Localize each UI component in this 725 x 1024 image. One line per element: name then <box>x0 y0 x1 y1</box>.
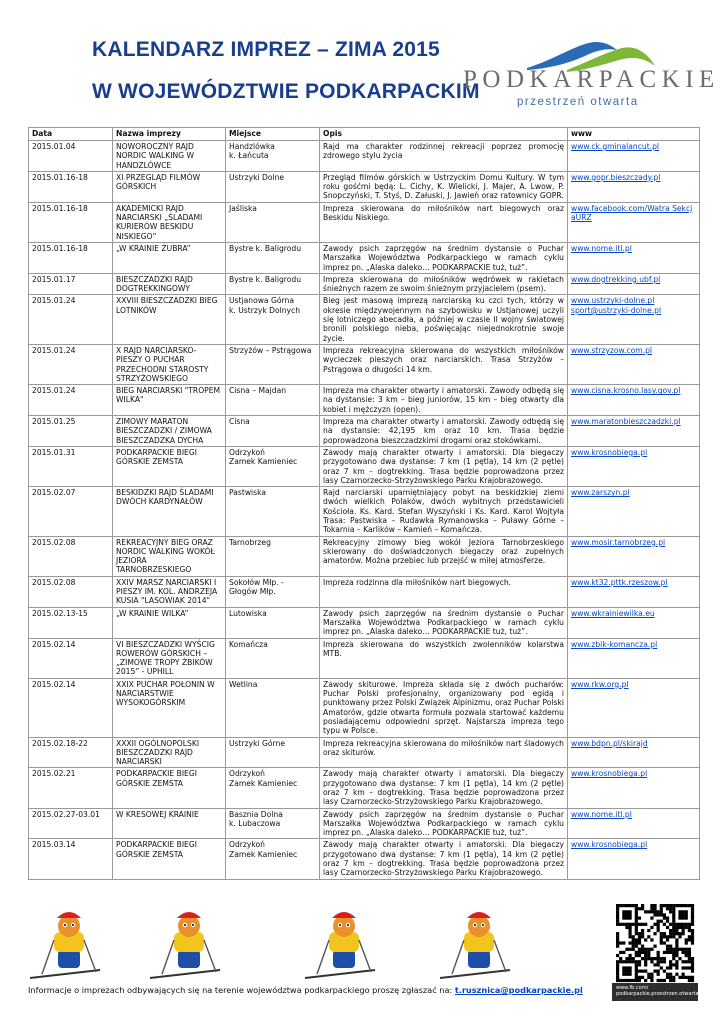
event-date-cell: 2015.01.16-18 <box>29 242 113 273</box>
event-website-link[interactable]: www.kt32.pttk.rzeszow.pl <box>571 577 668 587</box>
event-website-cell <box>568 576 700 607</box>
event-website-cell <box>568 202 700 242</box>
event-website-link[interactable]: www.cisna.krosno.lasy.gov.pl <box>571 386 681 396</box>
event-date-cell: 2015.02.14 <box>29 678 113 737</box>
mascot-figure-4 <box>440 912 510 978</box>
event-name-cell: ZIMOWY MARATON BIESZCZADZKI / ZIMOWA BIESZCZADZKA DYCHA <box>113 416 226 447</box>
event-website-link[interactable]: www.ck.gminalancut.pl <box>571 142 660 151</box>
event-website-cell <box>568 808 700 839</box>
event-date-cell: 2015.01.16-18 <box>29 171 113 202</box>
table-row <box>29 273 700 295</box>
column-header-name: Nazwa imprezy <box>113 128 226 141</box>
event-website-link[interactable]: www.mosir.tarnobrzeg.pl <box>571 537 666 547</box>
event-website-cell <box>568 446 700 486</box>
event-description-cell: Impreza rekreacyjna skierowana do miłośników nart śladowych oraz skiturów. <box>320 737 568 768</box>
event-description-cell: Zawody mają charakter otwarty i amatorski. Dla biegaczy przygotowano dwa dystanse: 7 km (1 pętla), 14 km (2 pętle) oraz 7 km – dogtrekking. Trasa będzie poprowadzona przez lasy Czarnorzecko-Strzyżowskiego Parku Krajobrazowego. <box>320 839 568 879</box>
mascot-figure-3 <box>305 912 375 978</box>
column-header-date: Data <box>29 128 113 141</box>
event-name-cell: XXXII OGÓLNOPOLSKI BIESZCZADZKI RAJD NARCIARSKI <box>113 737 226 768</box>
event-place-cell: Tarnobrzeg <box>226 536 320 576</box>
table-row <box>29 295 700 344</box>
qr-caption-line-2: podkarpackie.przestrzen.otwarta <box>616 991 699 997</box>
event-place-cell: Cisna <box>226 416 320 447</box>
qr-caption-line-1: www.fb.com/ <box>616 985 649 991</box>
event-name-cell: BIEG NARCIARSKI "TROPEM WILKA" <box>113 385 226 416</box>
event-description-cell: Zawody skiturowe. Impreza składa się z dwóch pucharów: Puchar Polski profesjonalny, organizowany pod egidą i punktowany przez Polski Związek Alpinizmu, oraz Puchar Polski Amatorów, gdzie otwarta formuła pozwala startować każdemu posiadającemu odpowiedni sprzęt. Najstarsza impreza tego typu w Polsce. <box>320 678 568 737</box>
event-place-cell: Pastwiska <box>226 487 320 536</box>
event-name-cell: REKREACYJNY BIEG ORAZ NORDIC WALKING WOKÓŁ JEZIORA TARNOBRZESKIEGO <box>113 536 226 576</box>
event-date-cell: 2015.02.08 <box>29 536 113 576</box>
event-website-cell <box>568 638 700 678</box>
table-row <box>29 768 700 808</box>
event-place-cell: Ustjanowa Górna k. Ustrzyk Dolnych <box>226 295 320 344</box>
event-website-link[interactable]: www.rkw.org.pl <box>571 679 629 689</box>
qr-caption <box>612 983 698 1001</box>
event-description-cell: Impreza skierowana do wszystkich zwolenników kolarstwa MTB. <box>320 638 568 678</box>
table-row <box>29 385 700 416</box>
event-date-cell: 2015.02.14 <box>29 638 113 678</box>
events-table <box>28 127 700 880</box>
event-date-cell: 2015.01.17 <box>29 273 113 295</box>
event-description-cell: Impreza ma charakter otwarty i amatorski. Zawody odbędą się na dystansie: 3 km – bieg juniorów, 15 km – bieg otwarty dla kobiet i mężczyzn (open). <box>320 385 568 416</box>
event-place-cell: Lutowiska <box>226 607 320 638</box>
event-date-cell: 2015.02.27-03.01 <box>29 808 113 839</box>
event-description-cell: Przegląd filmów górskich w Ustrzyckim Domu Kultury. W tym roku gośćmi będą: L. Cichy, K. Wielicki, J. Majer, A. Lwow, P. Snopczyński, T. Styś, D. Załuski, J. Jawień oraz ratownicy GOPR. <box>320 171 568 202</box>
podkarpackie-logo <box>457 38 720 118</box>
event-place-cell: Komańcza <box>226 638 320 678</box>
event-date-cell: 2015.01.31 <box>29 446 113 486</box>
event-website-cell <box>568 487 700 536</box>
event-website-cell <box>568 678 700 737</box>
mascot-figure-1 <box>30 912 100 978</box>
event-name-cell: X RAJD NARCIARSKO-PIESZY O PUCHAR PRZECHODNI STAROSTY STRZYŻOWSKIEGO <box>113 344 226 384</box>
event-place-cell: Ustrzyki Dolne <box>226 171 320 202</box>
event-website-link[interactable]: www.krosnobiega.pl <box>571 840 648 850</box>
event-website-cell <box>568 839 700 879</box>
event-website-link[interactable]: www.krosnobiega.pl <box>571 447 648 457</box>
event-date-cell: 2015.03.14 <box>29 839 113 879</box>
event-website-link[interactable]: www.strzyzow.com.pl <box>571 345 653 355</box>
mascot-illustrations <box>30 912 590 988</box>
event-description-cell: Zawody psich zaprzęgów na średnim dystansie o Puchar Marszałka Województwa Podkarpackiego w ramach cyklu imprez pn. „Alaska daleko… PODKARPACKIE tuż, tuż”. <box>320 607 568 638</box>
event-description-cell: Rajd ma charakter rodzinnej rekreacji poprzez promocję zdrowego stylu życia <box>320 141 568 172</box>
event-name-cell: PODKARPACKIE BIEGI GÓRSKIE ZEMSTA <box>113 839 226 879</box>
event-place-cell: Strzyżów – Pstrągowa <box>226 344 320 384</box>
contact-email-link[interactable]: t.rusznica@podkarpackie.pl <box>454 985 583 995</box>
table-row <box>29 638 700 678</box>
mascot-figure-2 <box>150 912 220 978</box>
event-website-cell <box>568 242 700 273</box>
event-description-cell: Zawody mają charakter otwarty i amatorski. Dla biegaczy przygotowano dwa dystanse: 7 km (1 pętla), 14 km (2 pętle) oraz 7 km – dogtrekking. Trasa będzie poprowadzona przez lasy Czarnorzecko-Strzyżowskiego Parku Krajobrazowego. <box>320 446 568 486</box>
table-row <box>29 416 700 447</box>
event-place-cell: Odrzykoń Zamek Kamieniec <box>226 768 320 808</box>
event-description-cell: Impreza ma charakter otwarty i amatorski. Zawody odbędą się na dystansie: 42,195 km oraz 10 km. Trasa będzie poprowadzona bieszczadzkimi drogami oraz stokówkami. <box>320 416 568 447</box>
table-row <box>29 242 700 273</box>
event-website-cell <box>568 273 700 295</box>
logo-wordmark: PODKARPACKIE <box>463 66 720 93</box>
table-row <box>29 487 700 536</box>
table-row <box>29 808 700 839</box>
event-name-cell: BIESZCZADZKI RAJD DOGTREKKINGOWY <box>113 273 226 295</box>
event-name-cell: VI BIESZCZADZKI WYŚCIG ROWERÓW GÓRSKICH – „ZIMOWE TROPY ŻBIKÓW 2015” - UPHILL <box>113 638 226 678</box>
event-name-cell: XXVIII BIESZCZADZKI BIEG LOTNIKÓW <box>113 295 226 344</box>
event-website-cell <box>568 768 700 808</box>
event-date-cell: 2015.02.08 <box>29 576 113 607</box>
event-description-cell: Bieg jest masową imprezą narciarską ku czci tych, którzy w okresie międzywojennym na szybowisku w Ustjanowej uczyli się lotniczego abecadła, a później w czasie II wojny światowej bronili polskiego nieba, poświęcając niejednokrotnie swoje życie. <box>320 295 568 344</box>
table-row <box>29 576 700 607</box>
event-website-cell <box>568 344 700 384</box>
event-website-link[interactable]: www.zbik-komancza.pl <box>571 639 658 649</box>
event-date-cell: 2015.02.18-22 <box>29 737 113 768</box>
event-date-cell: 2015.02.07 <box>29 487 113 536</box>
event-name-cell: XXIX PUCHAR POŁONIN W NARCIARSTWIE WYSOKOGÓRSKIM <box>113 678 226 737</box>
event-website-link[interactable]: www.zarszyn.pl <box>571 488 630 498</box>
table-row <box>29 678 700 737</box>
event-name-cell: PODKARPACKIE BIEGI GÓRSKIE ZEMSTA <box>113 446 226 486</box>
event-name-cell: „W KRAINIE ŻUBRA” <box>113 242 226 273</box>
event-place-cell: Wetlina <box>226 678 320 737</box>
event-description-cell: Impreza rodzinna dla miłośników nart biegowych. <box>320 576 568 607</box>
event-date-cell: 2015.01.24 <box>29 385 113 416</box>
event-website-cell <box>568 607 700 638</box>
event-website-link[interactable]: www.facebook.com/Watra SekcjaURZ <box>571 203 693 223</box>
event-date-cell: 2015.02.13-15 <box>29 607 113 638</box>
title-line-1: KALENDARZ IMPREZ – ZIMA 2015 <box>92 38 440 61</box>
event-website-cell <box>568 416 700 447</box>
event-name-cell: W KRESOWEJ KRAINIE <box>113 808 226 839</box>
table-row <box>29 202 700 242</box>
event-name-cell: XI PRZEGLĄD FILMÓW GÓRSKICH <box>113 171 226 202</box>
logo-tagline: przestrzeń otwarta <box>517 96 639 108</box>
footer-note <box>28 985 583 995</box>
event-website-link[interactable]: www.ustrzyki-dolne.pl sport@ustrzyki-dolne.pl <box>571 296 662 315</box>
event-description-cell: Rajd narciarski upamiętniający pobyt na beskidzkiej ziemi dwóch wielkich Polaków, dwóch wybitnych przedstawicieli Kościoła. Ks. Kard. Stefan Wyszyński i Ks. Kard. Karol Wojtyła Trasa: Pastwiska – Rudawka Rymanowska – Puławy Górne – Tokarnia – Karlików – Kamień – Komańcza. <box>320 487 568 536</box>
event-website-cell <box>568 295 700 344</box>
event-description-cell: Zawody psich zaprzęgów na średnim dystansie o Puchar Marszałka Województwa Podkarpackiego w ramach cyklu imprez pn. „Alaska daleko… PODKARPACKIE tuż, tuż”. <box>320 808 568 839</box>
event-website-link[interactable]: www.nome.itl.pl <box>571 809 632 819</box>
event-date-cell: 2015.01.24 <box>29 295 113 344</box>
column-header-www: www <box>568 128 700 141</box>
event-description-cell: Zawody mają charakter otwarty i amatorski. Dla biegaczy przygotowano dwa dystanse: 7 km (1 pętla), 14 km (2 pętle) oraz 7 km – dogtrekking. Trasa będzie poprowadzona przez lasy Czarnorzecko-Strzyżowskiego Parku Krajobrazowego. <box>320 768 568 808</box>
table-header-row <box>29 128 700 141</box>
table-row <box>29 171 700 202</box>
event-website-cell <box>568 737 700 768</box>
title-line-2: W WOJEWÓDZTWIE PODKARPACKIM <box>92 80 480 103</box>
event-description-cell: Impreza rekreacyjna skierowana do wszystkich miłośników wycieczek pieszych oraz narciarskich. Trasa Strzyżów – Pstrągowa o długości 14 km. <box>320 344 568 384</box>
event-name-cell: XXIV MARSZ NARCIARSKI I PIESZY IM. KOL. ANDRZEJA KUSIA "LASOWIAK 2014" <box>113 576 226 607</box>
column-header-description: Opis <box>320 128 568 141</box>
event-date-cell: 2015.01.16-18 <box>29 202 113 242</box>
table-row <box>29 141 700 172</box>
event-date-cell: 2015.01.04 <box>29 141 113 172</box>
event-place-cell: Odrzykoń Zamek Kamieniec <box>226 839 320 879</box>
event-description-cell: Rekreacyjny zimowy bieg wokół Jeziora Tarnobrzeskiego skierowany do doświadczonych biegaczy oraz zupełnych amatorów. Można przebiec lub przejść w miłej atmosferze. <box>320 536 568 576</box>
event-website-link[interactable]: www.dogtrekking.ubf.pl <box>571 274 661 284</box>
event-description-cell: Impreza skierowana do miłośników nart biegowych oraz Beskidu Niskiego. <box>320 202 568 242</box>
event-place-cell: Bystre k. Baligrodu <box>226 242 320 273</box>
event-website-cell <box>568 385 700 416</box>
event-place-cell: Basznia Dolna k. Lubaczowa <box>226 808 320 839</box>
footer-text: Informacje o imprezach odbywających się na terenie województwa podkarpackiego proszę zgłaszać na: <box>28 985 455 995</box>
event-place-cell: Bystre k. Baligrodu <box>226 273 320 295</box>
table-row <box>29 446 700 486</box>
event-website-link[interactable]: www.wkrainiewilka.eu <box>571 608 655 618</box>
table-row <box>29 839 700 879</box>
event-name-cell: AKADEMICKI RAJD NARCIARSKI „ŚLADAMI KURIERÓW BESKIDU NISKIEGO” <box>113 202 226 242</box>
event-website-cell <box>568 171 700 202</box>
event-website-cell <box>568 536 700 576</box>
event-name-cell: PODKARPACKIE BIEGI GÓRSKIE ZEMSTA <box>113 768 226 808</box>
event-date-cell: 2015.02.21 <box>29 768 113 808</box>
event-website-link[interactable]: www.maratonbieszczadzki.pl <box>571 417 681 427</box>
table-row <box>29 344 700 384</box>
event-place-cell: Jaśliska <box>226 202 320 242</box>
event-website-link[interactable]: www.nome.itl.pl <box>571 243 632 253</box>
event-website-link[interactable]: www.bdpn.pl/skirajd <box>571 738 648 748</box>
table-row <box>29 737 700 768</box>
event-name-cell: NOWOROCZNY RAJD NORDIC WALKING W HANDZLÓWCE <box>113 141 226 172</box>
event-website-link[interactable]: www.krosnobiega.pl <box>571 769 648 779</box>
event-place-cell: Odrzykoń Zamek Kamieniec <box>226 446 320 486</box>
event-website-cell <box>568 141 700 172</box>
event-description-cell: Zawody psich zaprzęgów na średnim dystansie o Puchar Marszałka Województwa Podkarpackiego w ramach cyklu imprez pn. „Alaska daleko… PODKARPACKIE tuż, tuż”. <box>320 242 568 273</box>
event-name-cell: „W KRAINIE WILKA” <box>113 607 226 638</box>
event-place-cell: Cisna – Majdan <box>226 385 320 416</box>
table-row <box>29 536 700 576</box>
column-header-place: Miejsce <box>226 128 320 141</box>
event-description-cell: Impreza skierowana do miłośników wędrówek w rakietach śnieżnych razem ze swoim śnieżnym przyjacielem (psem). <box>320 273 568 295</box>
event-name-cell: BESKIDZKI RAJD ŚLADAMI DWÓCH KARDYNAŁÓW <box>113 487 226 536</box>
event-place-cell: Handzlówka k. Łańcuta <box>226 141 320 172</box>
event-date-cell: 2015.01.24 <box>29 344 113 384</box>
table-row <box>29 607 700 638</box>
event-place-cell: Ustrzyki Górne <box>226 737 320 768</box>
event-website-link[interactable]: www.gopr.bieszczady.pl <box>571 172 661 182</box>
event-place-cell: Sokołów Młp. - Głogów Młp. <box>226 576 320 607</box>
event-date-cell: 2015.01.25 <box>29 416 113 447</box>
